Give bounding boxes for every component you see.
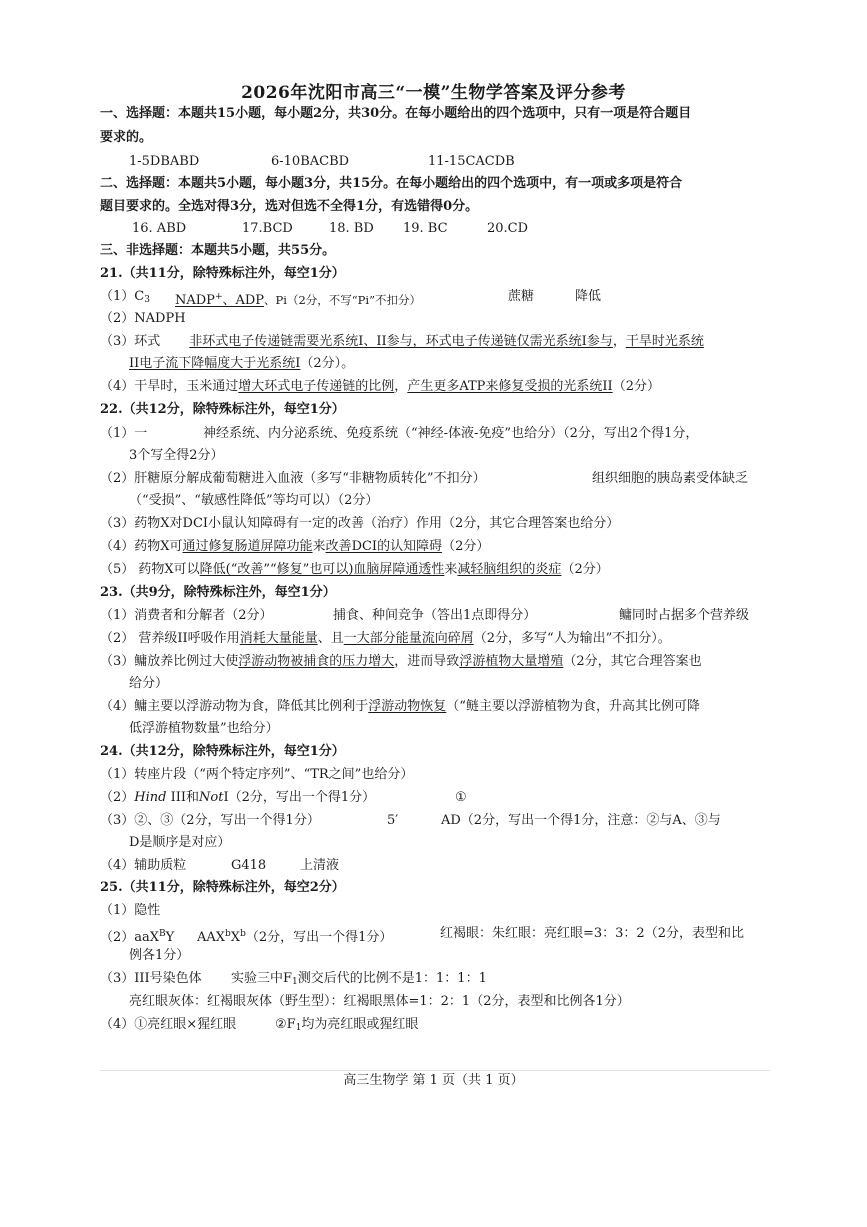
q22-line2-answer: 组织细胞的胰岛素受体缺乏 [592,471,749,486]
q21-cyclic: （3）环式 [100,334,161,349]
q24-line4c: 上清液 [300,858,340,873]
q25-l3-sub: 1 [292,977,298,987]
q22-line1-cont: 3个写全得2分） [129,448,224,463]
q23-line4-cont: 低浮游植物数量”也给分） [129,721,279,736]
q22-heading: 22.（共12分，除特殊标注外，每空1分） [100,402,345,417]
q22-l5-mid: 来 [444,562,458,577]
section2-heading-cont: 题目要求的。全选对得3分，选对但选不全得1分，有选错得0分。 [100,199,479,214]
q21-adp: 、ADP [222,293,265,308]
answer-18: 18. BD [329,221,374,236]
answer-17: 17.BCD [242,221,293,236]
q25-genotype2-sup2: b [240,929,246,939]
q23-l2-pre: （2） 营养级II呼吸作用 [100,631,240,646]
q21-pi-note: 、Pi（2分，不写“Pi”不扣分） [264,293,421,307]
q25-l4-sub: 1 [295,1023,302,1033]
q23-line1b: 捕食、种间竞争（答出1点即得分） [333,608,537,623]
q21-psii-drop: II电子流下降幅度大于光系统I [129,356,301,371]
mc-answers-6-10: 6-10BACBD [271,154,350,169]
q23-heading: 23.（共9分，除特殊标注外，每空1分） [100,585,336,600]
answer-19: 19. BC [403,221,448,236]
mc-answers-11-15: 11-15CACDB [428,154,515,169]
q22-line1: 神经系统、内分泌系统、免疫系统（“神经-体液-免疫”也给分）（2分，写出2个得1分， [203,426,699,441]
q25-line3a: （3）III号染色体 [100,971,202,986]
q23-line3 [100,653,867,671]
q23-l3-points: （2分，其它合理答案也 [563,654,702,669]
q22-l4-cognition: 改善DCI的认知障碍 [325,539,443,554]
q25-line4b [275,1016,867,1037]
q22-l5-pre: （5） 药物X可以 [100,562,200,577]
q25-line2-cont: 例各1分） [129,948,190,963]
mc-answers-1-5: 1-5DBABD [129,154,200,169]
q25-line4a: （4）①亮红眼×猩红眼 [100,1017,237,1032]
q25-line2c: 红褐眼：朱红眼：亮红眼=3：3：2（2分，表型和比 [440,926,744,941]
q22-line2-cont: （“受损”、“敏感性降低”等均可以）（2分） [129,493,379,508]
q25-l3-ratio: 测交后代的比例不是1：1：1：1 [297,971,487,986]
q22-l4-mid: 来 [312,539,326,554]
q25-l4-rest: 均为亮红眼或猩红眼 [301,1017,419,1032]
q24-l2-mid: III和 [166,790,200,805]
q21-line4 [100,378,867,396]
q24-line4a: （4）辅助质粒 [100,858,187,873]
q21-line2: （2）NADPH [100,311,186,326]
q24-line3b: 5′ [387,813,399,828]
q23-l3-pre: （3）鳙放养比例过大使 [100,654,239,669]
q22-line3: （3）药物X对DCI小鼠认知障碍有一定的改善（治疗）作用（2分，其它合理答案也给分） [100,516,620,531]
q23-l4-recovery: 浮游动物恢复 [368,699,447,714]
q23-l4-pre: （4）鳙主要以浮游动物为食，降低其比例利于 [100,699,369,714]
q23-line2 [100,630,867,648]
q24-line2-circle: ① [455,790,467,805]
q25-genotype1-y: Y [165,930,175,945]
q25-l4-f: ②F [275,1017,296,1032]
answer-16: 16. ABD [132,221,187,236]
q23-l2-detritus: 一大部分能量流向碎屑 [343,631,474,646]
q24-not: Not [199,790,224,805]
q22-line4 [100,538,867,556]
q23-l2-points: （2分，多写“人为输出”不扣分）。 [473,631,671,646]
q23-l2-sep: 、且 [317,631,344,646]
q21-l4-sep: ， [394,379,408,394]
q22-line2: （2）肝糖原分解成葡萄糖进入血液（多写“非糖物质转化”不扣分） [100,471,486,486]
q21-l4-pre: （4）干旱时，玉米通过 [100,379,239,394]
q25-heading: 25.（共11分，除特殊标注外，每空2分） [100,880,345,895]
section3-heading: 三、非选择题：本题共5小题，共55分。 [100,243,336,258]
q25-line1: （1）隐性 [100,903,161,918]
q23-l3-mid: ，进而导致 [394,654,460,669]
q23-l4-rest: （“鲢主要以浮游植物为食，升高其比例可降 [446,699,700,714]
q24-heading: 24.（共12分，除特殊标注外，每空1分） [100,744,345,759]
q21-nadp-sup: + [214,292,223,302]
q21-line3 [100,333,867,351]
q21-line3-cont [129,355,867,373]
q24-l2-rest: I（2分，写出一个得1分） [223,790,376,805]
q25-genotype2-sup1: b [225,929,231,939]
section1-heading-text: 一、选择题：本题共15小题，每小题2分，共30分。在每小题给出的四个选项中，只有一项是符合题目 [100,106,692,121]
q21-c3: （1）C [100,289,145,304]
q21-l4-atp: 产生更多ATP来修复受损的光系统II [407,379,613,394]
q21-decrease: 降低 [575,289,602,304]
q23-line4 [100,698,867,716]
page-footer: 高三生物学 第 1 页（共 1 页） [343,1073,524,1088]
q22-l4-barrier: 通过修复肠道屏障功能 [182,539,313,554]
q21-sep: ， [612,334,626,349]
q22-line5 [100,561,867,579]
section1-heading-cont: 要求的。 [100,130,153,145]
q21-drought-ps: 干旱时光系统 [625,334,704,349]
q21-nadp: NADP [175,293,215,308]
q23-line1c: 鳙同时占据多个营养级 [619,608,750,623]
q22-l5-inflammation: 减轻脑组织的炎症 [457,562,562,577]
q25-line3-cont: 亮红眼灰体：红褐眼灰体（野生型）：红褐眼黑体=1：2：1（2分，表型和比例各1分） [129,994,630,1009]
q24-line3a: （3）②、③（2分，写出一个得1分） [100,813,320,828]
q25-genotype1-sup: B [159,929,166,939]
q23-line1a: （1）消费者和分解者（2分） [100,608,273,623]
q21-c3-subscript: 3 [144,295,150,305]
q23-line3-cont: 给分） [129,676,169,691]
q24-line1: （1）转座片段（“两个特定序列”、“TR之间”也给分） [100,767,414,782]
q25-genotype2-points: （2分，写出一个得1分） [245,930,393,945]
q23-l2-energy: 消耗大量能量 [239,631,318,646]
q21-sucrose: 蔗糖 [508,289,535,304]
q21-heading: 21.（共11分，除特殊标注外，每空1分） [100,266,345,281]
q21-l4-ratio: 增大环式电子传递链的比例 [238,379,395,394]
q22-l4-points: （2分） [442,539,490,554]
page-title: 2026年沈阳市高三“一模”生物学答案及评分参考 [241,83,626,103]
q23-l3-bloom: 浮游植物大量增殖 [459,654,564,669]
q25-line3b [231,970,867,991]
q24-line3c: AD（2分，写出一个得1分，注意：②与A、③与 [441,813,721,828]
q21-points: （2分）。 [300,356,355,371]
q25-genotype2-x: X [230,930,241,945]
q22-line1-pre: （1）一 [100,426,148,441]
q21-ps-explanation: 非环式电子传递链需要光系统I、II参与，环式电子传递链仅需光系统I参与 [189,334,613,349]
answer-20: 20.CD [487,221,529,236]
section1-heading [100,105,780,123]
q25-l3-exp: 实验三中F [231,971,293,986]
q25-genotype1-a: （2）aaX [100,930,160,945]
q22-l5-points: （2分） [561,562,609,577]
q24-line4b: G418 [231,858,267,873]
q23-l3-pressure: 浮游动物被捕食的压力增大 [238,654,395,669]
q25-genotype2-a: AAX [197,930,226,945]
q24-line3-cont: D是顺序是对应） [129,835,231,850]
q22-l5-bbb: 降低(“改善”“修复”也可以)血脑屏障通透性 [199,562,445,577]
q21-l4-points: （2分） [612,379,660,394]
q24-hind: Hind [134,790,167,805]
section2-heading: 二、选择题：本题共5小题，每小题3分，共15分。在每小题给出的四个选项中，有一项或多项是符合 [100,176,683,191]
q24-l2-pre: （2） [100,790,135,805]
q22-l4-pre: （4）药物X可 [100,539,183,554]
